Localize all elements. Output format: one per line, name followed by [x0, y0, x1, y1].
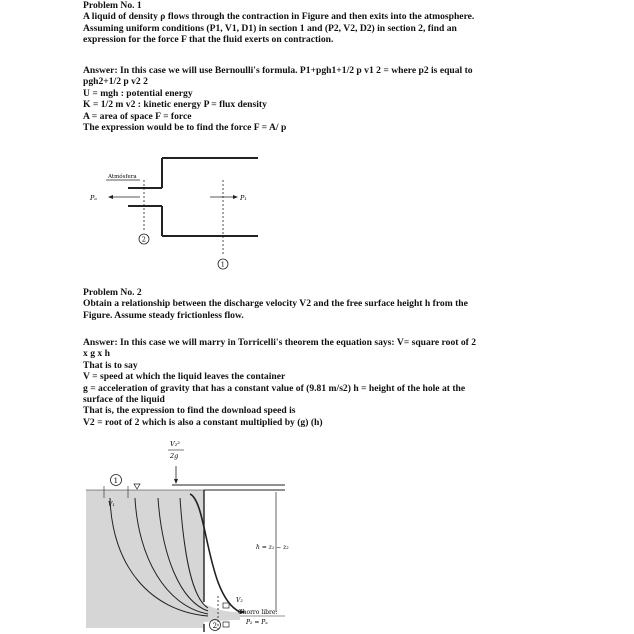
problem1-statement-line: A liquid of density ρ flows through the contraction in Figure and then exits into the atmosphere. — [83, 11, 475, 23]
problem2-answer-line: surface of the liquid — [83, 394, 165, 406]
problem2-answer-line: V2 = root of 2 which is also a constant multiplied by (g) (h) — [83, 416, 323, 428]
problem1-answer-line: The expression would be to find the force F = A/ p — [83, 122, 287, 134]
tank-figure — [80, 436, 310, 634]
problem1-answer-line: A = area of space F = force — [83, 110, 192, 122]
problem2-statement-line: Figure. Assume steady frictionless flow. — [83, 309, 244, 321]
contraction-figure — [78, 150, 278, 275]
problem2-statement-line: Obtain a relationship between the discharge velocity V2 and the free surface height h from the — [83, 298, 468, 310]
problem1-answer-block — [83, 65, 543, 133]
jet-label: Chorro libre: — [238, 609, 278, 616]
nozzle-box-top — [223, 603, 229, 608]
problem1-answer-line: K = 1/2 m v2 : kinetic energy P = flux density — [83, 99, 267, 111]
section2-number: 2 — [212, 622, 218, 630]
pa-label: Pₐ — [90, 194, 97, 202]
problem1-statement-line: Assuming uniform conditions (P1, V1, D1) in section 1 and (P2, V2, D2) in section 2, find an — [83, 22, 457, 34]
problem1-statement-line: expression for the force F that the fluid exerts on contraction. — [83, 34, 334, 46]
jet-equation: P₂ = Pₐ — [246, 619, 268, 626]
problem2-answer-block — [83, 337, 543, 428]
section1-number: 1 — [113, 477, 119, 485]
problem1-title: Problem No. 1 — [83, 0, 142, 11]
section2-number: 2 — [141, 235, 146, 244]
v1-label: V₁ — [108, 501, 115, 508]
problem2-answer-line: x g x h — [83, 348, 110, 360]
problem1-answer-line: U = mgh : potential energy — [83, 87, 193, 99]
head-numerator: V₂² — [170, 440, 180, 448]
tank-liquid — [86, 490, 204, 628]
nozzle-box-bottom — [223, 622, 229, 627]
pa-arrowhead — [108, 195, 113, 199]
problem2-answer-line: g = acceleration of gravity that has a constant value of (9.81 m/s2) h = height of the hole at the — [83, 382, 466, 394]
problem2-statement-block — [83, 287, 543, 321]
p1-arrowhead — [233, 195, 238, 199]
problem2-answer-line: That is, the expression to find the download speed is — [83, 405, 296, 417]
atm-label: Atmósfera — [108, 174, 137, 180]
problem2-answer-line: V = speed at which the liquid leaves the container — [83, 371, 286, 383]
h-label: h = z₁ − z₂ — [256, 544, 289, 551]
problem1-statement-block — [83, 0, 543, 46]
p1-label: P₁ — [240, 194, 247, 202]
problem2-answer-line: Answer: In this case we will marry in Torricelli's theorem the equation says: V= square root of 2 — [83, 337, 477, 348]
problem2-title: Problem No. 2 — [83, 287, 142, 298]
v2-label: V₂ — [236, 597, 243, 604]
section1-number: 1 — [220, 260, 225, 269]
problem2-answer-line: That is to say — [83, 359, 138, 371]
lower-wall — [128, 206, 258, 236]
head-denominator: 2g — [170, 452, 179, 460]
problem1-answer-line: Answer: In this case we will use Bernoulli's formula. P1+pgh1+1/2 p v1 2 = where p2 is equal to — [83, 65, 473, 76]
problem1-answer-line: pgh2+1/2 p v2 2 — [83, 76, 148, 88]
jet-region — [204, 604, 240, 622]
upper-wall — [128, 158, 258, 188]
free-surface-triangle — [134, 484, 140, 489]
head-arrowhead — [174, 479, 178, 484]
